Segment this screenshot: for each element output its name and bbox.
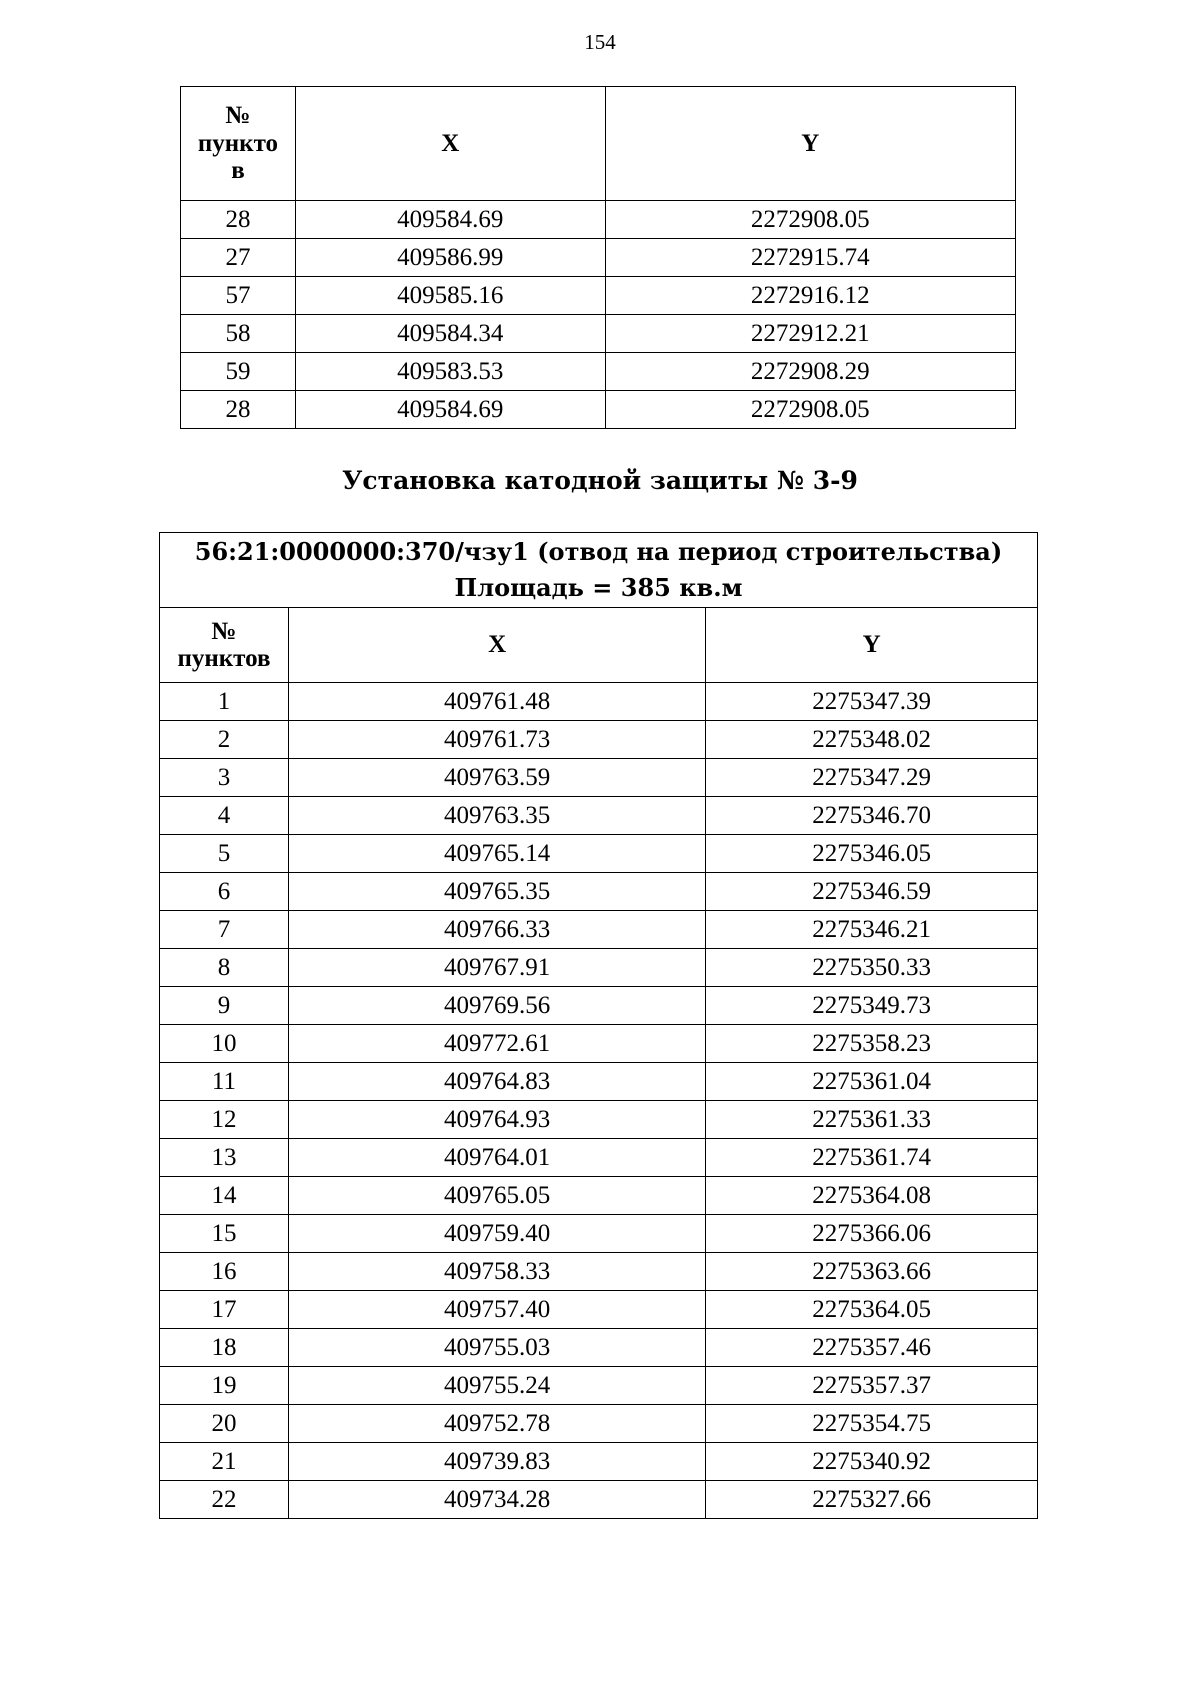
- y-cell: 2275357.46: [706, 1329, 1038, 1367]
- x-cell: 409761.73: [288, 721, 705, 759]
- point-number-cell: 18: [160, 1329, 289, 1367]
- coordinates-table-1: [180, 86, 1016, 429]
- table-row: [181, 315, 1016, 353]
- y-cell: 2272908.29: [605, 353, 1015, 391]
- point-number-cell: 28: [181, 391, 296, 429]
- area-caption: Площадь = 385 кв.м: [454, 573, 743, 602]
- x-cell: 409765.14: [288, 835, 705, 873]
- table-row: [181, 239, 1016, 277]
- y-cell: 2275340.92: [706, 1443, 1038, 1481]
- table-header-row: [160, 608, 1038, 683]
- table-row: [160, 1291, 1038, 1329]
- y-cell: 2275361.04: [706, 1063, 1038, 1101]
- y-cell: 2275347.29: [706, 759, 1038, 797]
- table-row: [181, 353, 1016, 391]
- table-row: [160, 1101, 1038, 1139]
- x-cell: 409584.69: [295, 391, 605, 429]
- x-cell: 409583.53: [295, 353, 605, 391]
- y-cell: 2275364.05: [706, 1291, 1038, 1329]
- table-row: [160, 873, 1038, 911]
- table-row: [181, 277, 1016, 315]
- x-cell: 409585.16: [295, 277, 605, 315]
- x-cell: 409734.28: [288, 1481, 705, 1519]
- table-row: [160, 1063, 1038, 1101]
- x-cell: 409766.33: [288, 911, 705, 949]
- x-cell: 409758.33: [288, 1253, 705, 1291]
- x-cell: 409739.83: [288, 1443, 705, 1481]
- x-cell: 409765.05: [288, 1177, 705, 1215]
- point-number-cell: 20: [160, 1405, 289, 1443]
- point-number-cell: 15: [160, 1215, 289, 1253]
- x-cell: 409769.56: [288, 987, 705, 1025]
- table-row: [160, 1367, 1038, 1405]
- x-cell: 409755.03: [288, 1329, 705, 1367]
- y-cell: 2272912.21: [605, 315, 1015, 353]
- x-cell: 409765.35: [288, 873, 705, 911]
- y-cell: 2275348.02: [706, 721, 1038, 759]
- x-cell: 409763.59: [288, 759, 705, 797]
- table-row: [160, 1025, 1038, 1063]
- header-y: Y: [605, 87, 1015, 201]
- table-caption-row: [160, 533, 1038, 608]
- table-row: [160, 1253, 1038, 1291]
- y-cell: 2275346.21: [706, 911, 1038, 949]
- x-cell: 409764.93: [288, 1101, 705, 1139]
- table-2-body: [160, 683, 1038, 1519]
- y-cell: 2275358.23: [706, 1025, 1038, 1063]
- point-number-cell: 10: [160, 1025, 289, 1063]
- x-cell: 409767.91: [288, 949, 705, 987]
- y-cell: 2275364.08: [706, 1177, 1038, 1215]
- table-header-row: [181, 87, 1016, 201]
- table-row: [181, 391, 1016, 429]
- table-row: [160, 987, 1038, 1025]
- point-number-cell: 1: [160, 683, 289, 721]
- point-number-cell: 21: [160, 1443, 289, 1481]
- point-number-cell: 13: [160, 1139, 289, 1177]
- point-number-cell: 57: [181, 277, 296, 315]
- y-cell: 2275346.70: [706, 797, 1038, 835]
- page-number: 154: [584, 30, 616, 54]
- point-number-cell: 11: [160, 1063, 289, 1101]
- table-row: [160, 797, 1038, 835]
- x-cell: 409584.69: [295, 201, 605, 239]
- y-cell: 2275361.33: [706, 1101, 1038, 1139]
- y-cell: 2275346.05: [706, 835, 1038, 873]
- point-number-cell: 19: [160, 1367, 289, 1405]
- header-point-number: № пунктов: [160, 608, 289, 683]
- x-cell: 409772.61: [288, 1025, 705, 1063]
- x-cell: 409759.40: [288, 1215, 705, 1253]
- table-row: [160, 1443, 1038, 1481]
- point-number-cell: 6: [160, 873, 289, 911]
- y-cell: 2275349.73: [706, 987, 1038, 1025]
- table-row: [160, 1215, 1038, 1253]
- table-row: [160, 1329, 1038, 1367]
- y-cell: 2275361.74: [706, 1139, 1038, 1177]
- point-number-cell: 12: [160, 1101, 289, 1139]
- header-x: X: [295, 87, 605, 201]
- point-number-cell: 5: [160, 835, 289, 873]
- x-cell: 409586.99: [295, 239, 605, 277]
- x-cell: 409761.48: [288, 683, 705, 721]
- table-row: [181, 201, 1016, 239]
- table-row: [160, 949, 1038, 987]
- table-1-body: [181, 201, 1016, 429]
- point-number-cell: 28: [181, 201, 296, 239]
- y-cell: 2272916.12: [605, 277, 1015, 315]
- y-cell: 2275363.66: [706, 1253, 1038, 1291]
- header-point-number: № пункто в: [181, 87, 296, 201]
- section-heading: Установка катодной защиты № 3-9: [342, 466, 858, 495]
- header-x: X: [288, 608, 705, 683]
- point-number-cell: 22: [160, 1481, 289, 1519]
- point-number-cell: 3: [160, 759, 289, 797]
- x-cell: 409584.34: [295, 315, 605, 353]
- point-number-cell: 59: [181, 353, 296, 391]
- point-number-cell: 17: [160, 1291, 289, 1329]
- table-row: [160, 911, 1038, 949]
- point-number-cell: 16: [160, 1253, 289, 1291]
- point-number-cell: 9: [160, 987, 289, 1025]
- y-cell: 2275354.75: [706, 1405, 1038, 1443]
- x-cell: 409757.40: [288, 1291, 705, 1329]
- y-cell: 2272908.05: [605, 201, 1015, 239]
- point-number-cell: 2: [160, 721, 289, 759]
- table-row: [160, 759, 1038, 797]
- point-number-cell: 4: [160, 797, 289, 835]
- parcel-id-caption: 56:21:0000000:370/чзу1 (отвод на период строительства): [194, 537, 1003, 566]
- point-number-cell: 14: [160, 1177, 289, 1215]
- y-cell: 2272908.05: [605, 391, 1015, 429]
- table-caption: [160, 533, 1038, 608]
- table-row: [160, 1405, 1038, 1443]
- y-cell: 2275346.59: [706, 873, 1038, 911]
- table-row: [160, 835, 1038, 873]
- coordinates-table-2: [159, 532, 1038, 1519]
- table-row: [160, 721, 1038, 759]
- y-cell: 2275347.39: [706, 683, 1038, 721]
- y-cell: 2272915.74: [605, 239, 1015, 277]
- x-cell: 409764.83: [288, 1063, 705, 1101]
- point-number-cell: 27: [181, 239, 296, 277]
- x-cell: 409755.24: [288, 1367, 705, 1405]
- y-cell: 2275357.37: [706, 1367, 1038, 1405]
- y-cell: 2275366.06: [706, 1215, 1038, 1253]
- x-cell: 409752.78: [288, 1405, 705, 1443]
- table-row: [160, 1481, 1038, 1519]
- table-row: [160, 1177, 1038, 1215]
- y-cell: 2275350.33: [706, 949, 1038, 987]
- x-cell: 409764.01: [288, 1139, 705, 1177]
- table-row: [160, 683, 1038, 721]
- y-cell: 2275327.66: [706, 1481, 1038, 1519]
- header-y: Y: [706, 608, 1038, 683]
- x-cell: 409763.35: [288, 797, 705, 835]
- point-number-cell: 58: [181, 315, 296, 353]
- table-row: [160, 1139, 1038, 1177]
- point-number-cell: 8: [160, 949, 289, 987]
- point-number-cell: 7: [160, 911, 289, 949]
